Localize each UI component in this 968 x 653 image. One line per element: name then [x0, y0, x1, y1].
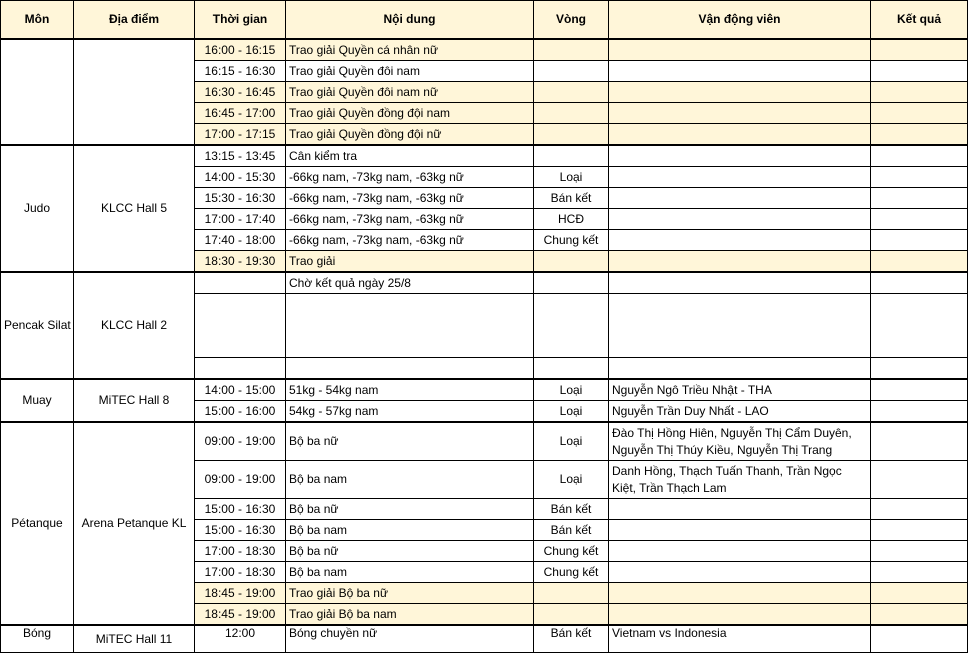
athletes-cell — [609, 82, 871, 103]
result-cell — [871, 294, 968, 358]
round-cell — [534, 103, 609, 124]
header-athletes: Vận động viên — [609, 1, 871, 40]
round-cell: Bán kết — [534, 625, 609, 653]
content-cell: Bộ ba nam — [286, 520, 534, 541]
result-cell — [871, 604, 968, 626]
athletes-cell — [609, 541, 871, 562]
content-cell: Trao giải Quyền cá nhân nữ — [286, 39, 534, 61]
table-row — [1, 625, 968, 653]
result-cell — [871, 583, 968, 604]
round-cell: Loại — [534, 379, 609, 401]
round-cell: Loại — [534, 401, 609, 423]
athletes-cell — [609, 230, 871, 251]
result-cell — [871, 520, 968, 541]
content-cell: Bộ ba nam — [286, 461, 534, 499]
content-cell: -66kg nam, -73kg nam, -63kg nữ — [286, 167, 534, 188]
content-cell: Trao giải Bộ ba nữ — [286, 583, 534, 604]
content-cell: Bộ ba nữ — [286, 422, 534, 461]
round-cell — [534, 39, 609, 61]
time-cell: 15:00 - 16:00 — [195, 401, 286, 423]
time-cell: 09:00 - 19:00 — [195, 461, 286, 499]
athletes-cell — [609, 209, 871, 230]
content-cell — [286, 294, 534, 358]
round-cell: Chung kết — [534, 541, 609, 562]
time-cell: 14:00 - 15:30 — [195, 167, 286, 188]
athletes-cell: Nguyễn Ngô Triều Nhật - THA — [609, 379, 871, 401]
content-cell: Trao giải Quyền đôi nam nữ — [286, 82, 534, 103]
venue-cell — [74, 39, 195, 145]
content-cell: Trao giải Quyền đôi nam — [286, 61, 534, 82]
athletes-cell — [609, 562, 871, 583]
content-cell: Trao giải — [286, 251, 534, 273]
time-cell: 14:00 - 15:00 — [195, 379, 286, 401]
venue-cell: KLCC Hall 2 — [74, 272, 195, 379]
header-content: Nội dung — [286, 1, 534, 40]
content-cell: Bộ ba nữ — [286, 499, 534, 520]
athletes-cell — [609, 583, 871, 604]
athletes-cell — [609, 272, 871, 294]
athletes-cell — [609, 124, 871, 146]
round-cell: Bán kết — [534, 520, 609, 541]
venue-cell: Arena Petanque KL — [74, 422, 195, 625]
result-cell — [871, 230, 968, 251]
content-cell: -66kg nam, -73kg nam, -63kg nữ — [286, 230, 534, 251]
result-cell — [871, 39, 968, 61]
round-cell — [534, 124, 609, 146]
content-cell: Trao giải Bộ ba nam — [286, 604, 534, 626]
athletes-cell: Vietnam vs Indonesia — [609, 625, 871, 653]
venue-cell: MiTEC Hall 8 — [74, 379, 195, 422]
venue-cell: MiTEC Hall 11 — [74, 625, 195, 653]
time-cell: 13:15 - 13:45 — [195, 145, 286, 167]
athletes-cell — [609, 604, 871, 626]
venue-cell: KLCC Hall 5 — [74, 145, 195, 272]
result-cell — [871, 401, 968, 423]
sport-cell — [1, 39, 74, 145]
content-cell: -66kg nam, -73kg nam, -63kg nữ — [286, 209, 534, 230]
round-cell: Chung kết — [534, 562, 609, 583]
content-cell — [286, 358, 534, 380]
table-row — [1, 422, 968, 461]
round-cell — [534, 294, 609, 358]
time-cell: 17:00 - 17:40 — [195, 209, 286, 230]
round-cell: Loại — [534, 461, 609, 499]
result-cell — [871, 625, 968, 653]
content-cell: Bóng chuyền nữ — [286, 625, 534, 653]
round-cell — [534, 61, 609, 82]
athletes-cell — [609, 39, 871, 61]
round-cell — [534, 272, 609, 294]
result-cell — [871, 461, 968, 499]
round-cell — [534, 251, 609, 273]
content-cell: Cân kiểm tra — [286, 145, 534, 167]
result-cell — [871, 124, 968, 146]
content-cell: Trao giải Quyền đồng đội nữ — [286, 124, 534, 146]
time-cell: 16:45 - 17:00 — [195, 103, 286, 124]
athletes-cell — [609, 251, 871, 273]
result-cell — [871, 167, 968, 188]
round-cell — [534, 583, 609, 604]
content-cell: Trao giải Quyền đồng đội nam — [286, 103, 534, 124]
content-cell: Bộ ba nữ — [286, 541, 534, 562]
time-cell: 18:45 - 19:00 — [195, 583, 286, 604]
round-cell: Bán kết — [534, 188, 609, 209]
time-cell — [195, 358, 286, 380]
round-cell: HCĐ — [534, 209, 609, 230]
time-cell: 09:00 - 19:00 — [195, 422, 286, 461]
round-cell — [534, 145, 609, 167]
result-cell — [871, 272, 968, 294]
result-cell — [871, 103, 968, 124]
time-cell — [195, 294, 286, 358]
athletes-cell — [609, 294, 871, 358]
athletes-cell — [609, 499, 871, 520]
result-cell — [871, 209, 968, 230]
result-cell — [871, 188, 968, 209]
header-round: Vòng — [534, 1, 609, 40]
athletes-cell — [609, 358, 871, 380]
athletes-cell — [609, 167, 871, 188]
round-cell — [534, 604, 609, 626]
round-cell: Loại — [534, 167, 609, 188]
time-cell — [195, 272, 286, 294]
header-sport: Môn — [1, 1, 74, 40]
header-row — [1, 1, 968, 40]
round-cell — [534, 82, 609, 103]
time-cell: 16:15 - 16:30 — [195, 61, 286, 82]
sport-cell: Bóng — [1, 625, 74, 653]
header-venue: Địa điểm — [74, 1, 195, 40]
time-cell: 15:00 - 16:30 — [195, 499, 286, 520]
table-row — [1, 145, 968, 167]
time-cell: 16:00 - 16:15 — [195, 39, 286, 61]
table-row — [1, 39, 968, 61]
time-cell: 17:40 - 18:00 — [195, 230, 286, 251]
result-cell — [871, 145, 968, 167]
athletes-cell: Nguyễn Trần Duy Nhất - LAO — [609, 401, 871, 423]
result-cell — [871, 562, 968, 583]
time-cell: 17:00 - 17:15 — [195, 124, 286, 146]
result-cell — [871, 541, 968, 562]
result-cell — [871, 82, 968, 103]
time-cell: 18:30 - 19:30 — [195, 251, 286, 273]
result-cell — [871, 422, 968, 461]
time-cell: 15:30 - 16:30 — [195, 188, 286, 209]
table-row — [1, 379, 968, 401]
athletes-cell — [609, 145, 871, 167]
athletes-cell — [609, 61, 871, 82]
athletes-cell — [609, 103, 871, 124]
time-cell: 12:00 — [195, 625, 286, 653]
athletes-cell: Đào Thị Hồng Hiên, Nguyễn Thị Cẩm Duyên, Nguyễn Thị Thúy Kiều, Nguyễn Thị Trang — [609, 422, 871, 461]
time-cell: 16:30 - 16:45 — [195, 82, 286, 103]
round-cell: Loại — [534, 422, 609, 461]
content-cell: 51kg - 54kg nam — [286, 379, 534, 401]
sport-cell: Judo — [1, 145, 74, 272]
time-cell: 18:45 - 19:00 — [195, 604, 286, 626]
sport-cell: Pétanque — [1, 422, 74, 625]
result-cell — [871, 61, 968, 82]
round-cell — [534, 358, 609, 380]
sport-cell: Muay — [1, 379, 74, 422]
time-cell: 17:00 - 18:30 — [195, 541, 286, 562]
athletes-cell — [609, 188, 871, 209]
header-time: Thời gian — [195, 1, 286, 40]
result-cell — [871, 499, 968, 520]
sport-cell: Pencak Silat — [1, 272, 74, 379]
result-cell — [871, 358, 968, 380]
content-cell: Chờ kết quả ngày 25/8 — [286, 272, 534, 294]
content-cell: 54kg - 57kg nam — [286, 401, 534, 423]
content-cell: Bộ ba nam — [286, 562, 534, 583]
time-cell: 15:00 - 16:30 — [195, 520, 286, 541]
athletes-cell — [609, 520, 871, 541]
athletes-cell: Danh Hồng, Thạch Tuấn Thanh, Trần Ngọc Kiệt, Trần Thạch Lam — [609, 461, 871, 499]
header-result: Kết quả — [871, 1, 968, 40]
result-cell — [871, 251, 968, 273]
time-cell: 17:00 - 18:30 — [195, 562, 286, 583]
round-cell: Bán kết — [534, 499, 609, 520]
content-cell: -66kg nam, -73kg nam, -63kg nữ — [286, 188, 534, 209]
result-cell — [871, 379, 968, 401]
table-row — [1, 272, 968, 294]
round-cell: Chung kết — [534, 230, 609, 251]
